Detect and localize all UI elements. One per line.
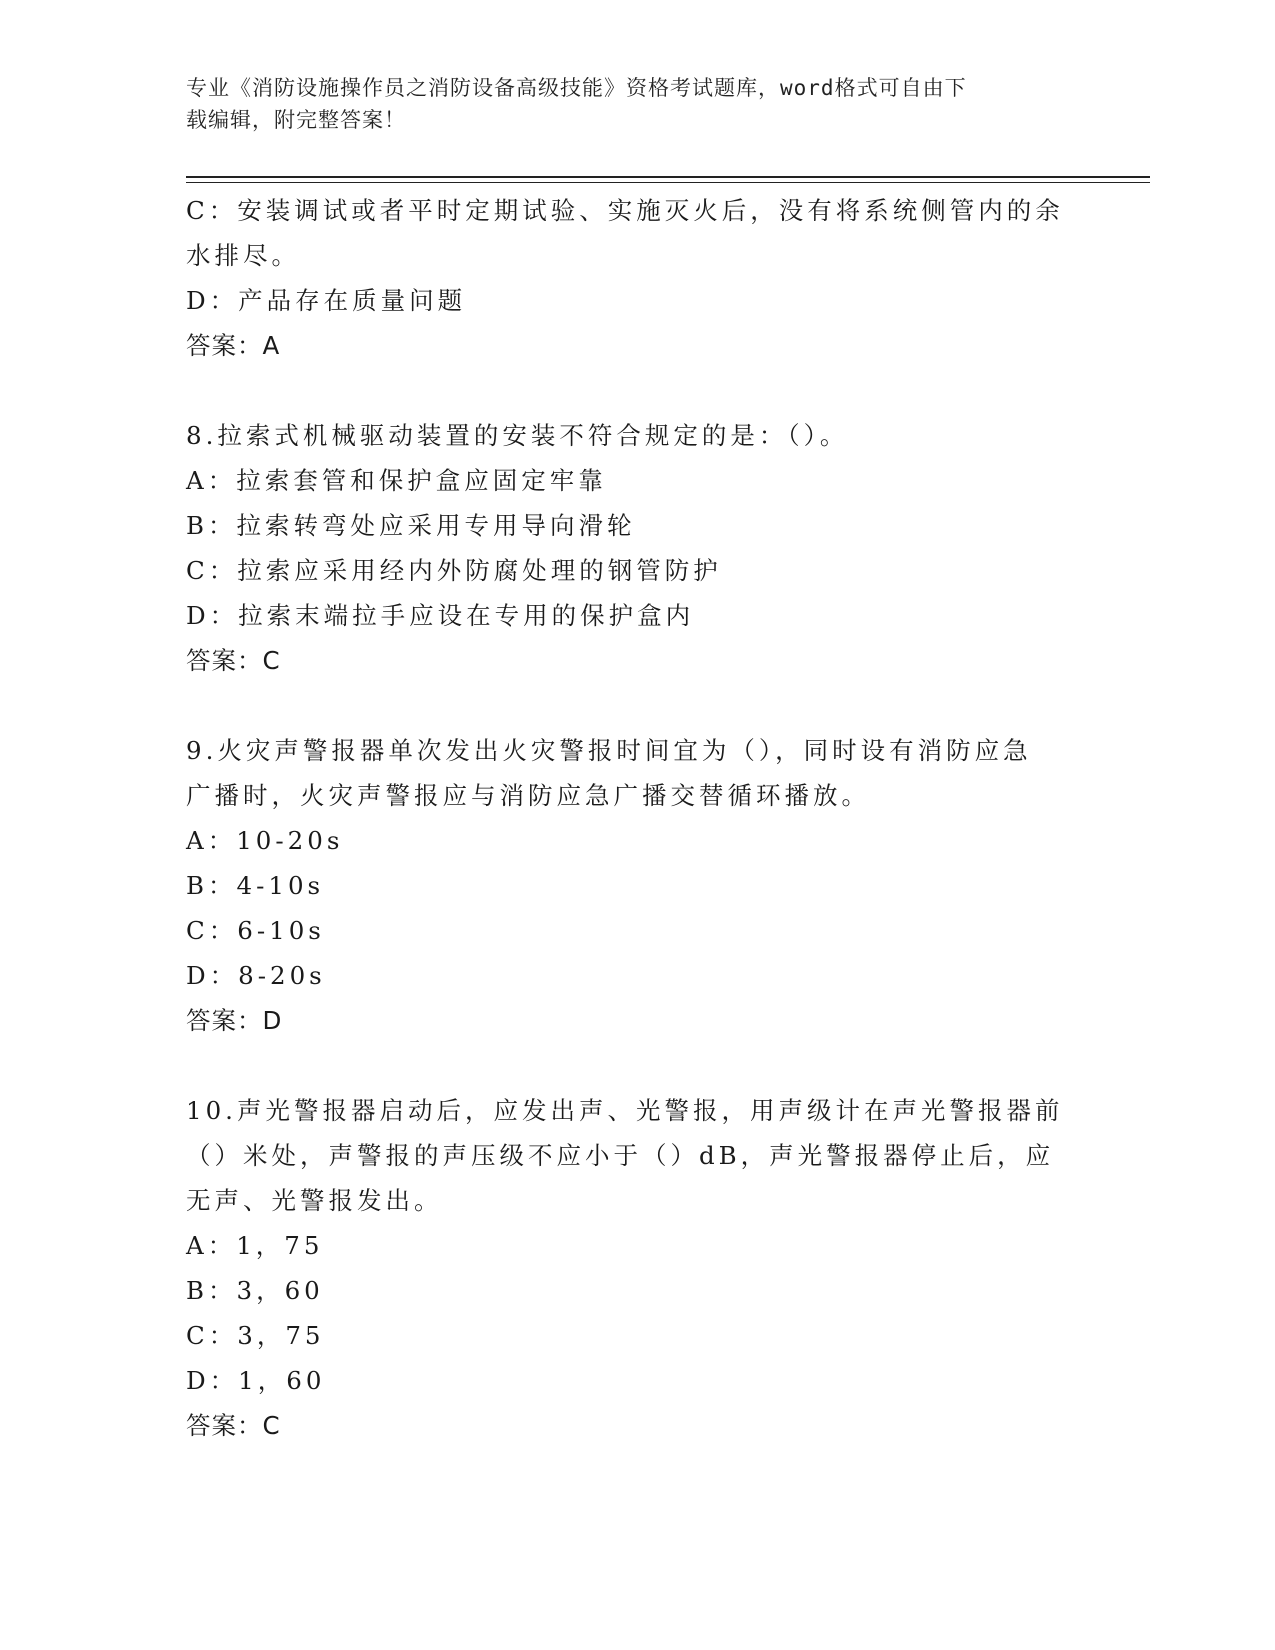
answer: 答案：C [186, 1411, 281, 1440]
option-a: A：10-20s [186, 826, 344, 855]
question-stem-line-1: 10.声光警报器启动后，应发出声、光警报，用声级计在声光警报器前 [186, 1096, 1064, 1125]
option-c: C：3，75 [186, 1321, 325, 1350]
option-a: A：拉索套管和保护盒应固定牢靠 [186, 466, 607, 495]
question-9 [186, 728, 1076, 1043]
question-7-fragment [186, 188, 1076, 368]
spacer [186, 1043, 1076, 1088]
option-d: D：8-20s [186, 961, 326, 990]
option-d: D：拉索末端拉手应设在专用的保护盒内 [186, 601, 695, 630]
header-line-1: 专业《消防设施操作员之消防设备高级技能》资格考试题库，word格式可自由下 [186, 76, 967, 100]
question-stem-line-2: 广播时，火灾声警报应与消防应急广播交替循环播放。 [186, 781, 870, 810]
answer: 答案：A [186, 331, 281, 360]
option-c-line-1: C：安装调试或者平时定期试验、实施灭火后，没有将系统侧管内的余 [186, 196, 1064, 225]
option-c: C：6-10s [186, 916, 325, 945]
answer: 答案：C [186, 646, 281, 675]
document-body [186, 188, 1076, 1448]
option-a: A：1，75 [186, 1231, 324, 1260]
option-d: D：1，60 [186, 1366, 326, 1395]
question-8 [186, 413, 1076, 683]
answer: 答案：D [186, 1006, 283, 1035]
option-c: C：拉索应采用经内外防腐处理的钢管防护 [186, 556, 722, 585]
question-stem: 8.拉索式机械驱动装置的安装不符合规定的是：（）。 [186, 421, 849, 450]
header-divider-thick [186, 176, 1150, 178]
document-header [186, 72, 1066, 136]
option-d: D：产品存在质量问题 [186, 286, 467, 315]
spacer [186, 683, 1076, 728]
question-stem-line-1: 9.火灾声警报器单次发出火灾警报时间宜为（），同时设有消防应急 [186, 736, 1032, 765]
option-b: B：4-10s [186, 871, 325, 900]
spacer [186, 368, 1076, 413]
option-b: B：3，60 [186, 1276, 324, 1305]
header-divider-thin [186, 182, 1150, 183]
question-stem-line-3: 无声、光警报发出。 [186, 1186, 443, 1215]
option-b: B：拉索转弯处应采用专用导向滑轮 [186, 511, 636, 540]
header-line-2: 载编辑，附完整答案！ [186, 108, 406, 132]
option-c-line-2: 水排尽。 [186, 241, 300, 270]
question-10 [186, 1088, 1076, 1448]
question-stem-line-2: （）米处，声警报的声压级不应小于（）dB，声光警报器停止后，应 [186, 1141, 1055, 1170]
